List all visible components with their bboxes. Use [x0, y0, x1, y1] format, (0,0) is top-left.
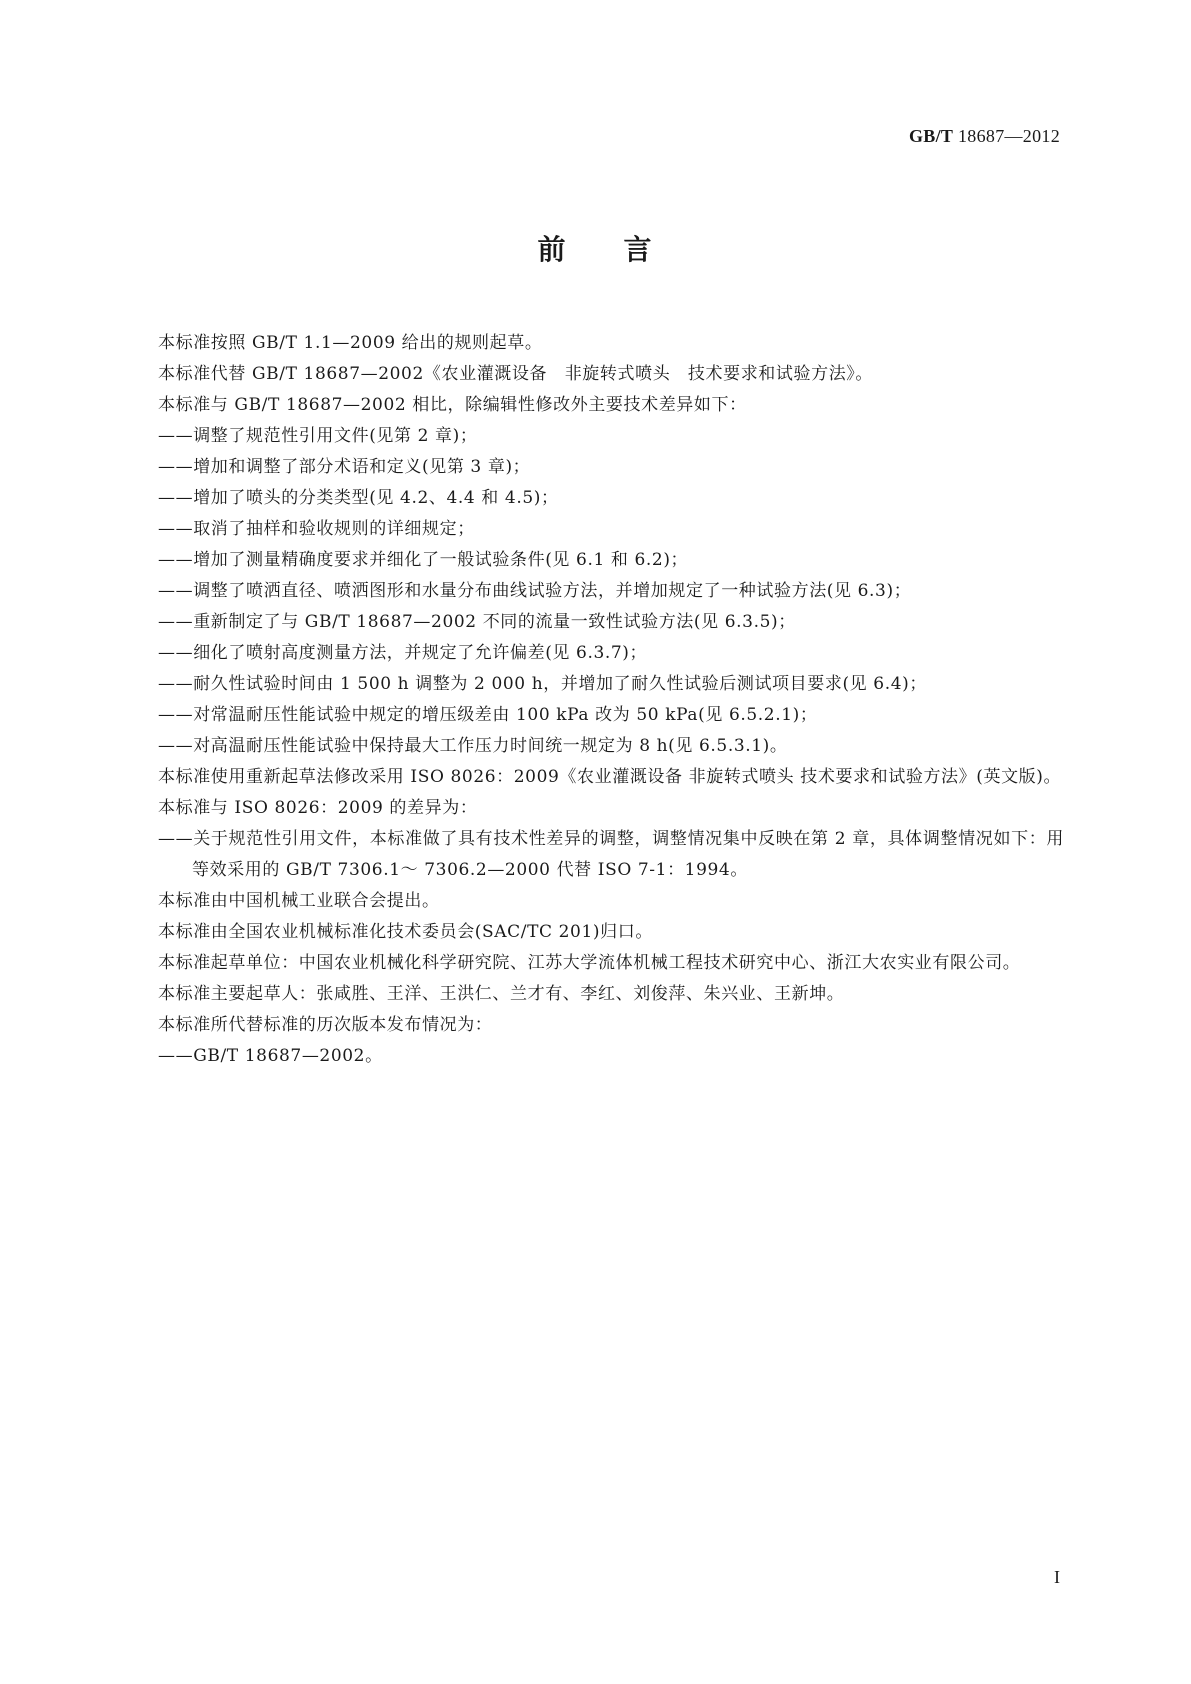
list-item: ——增加和调整了部分术语和定义(见第 3 章)； — [158, 457, 531, 477]
paragraph-drafters: 本标准主要起草人：张咸胜、王洋、王洪仁、兰才有、李红、刘俊萍、朱兴业、王新坤。 — [158, 984, 845, 1004]
paragraph-drafting-rules: 本标准按照 GB/T 1.1—2009 给出的规则起草。 — [158, 333, 543, 353]
list-item: ——调整了喷洒直径、喷洒图形和水量分布曲线试验方法，并增加规定了一种试验方法(见 6.3)； — [158, 581, 912, 601]
list-item: ——对常温耐压性能试验中规定的增压级差由 100 kPa 改为 50 kPa(见 6.5.2.1)； — [158, 705, 818, 725]
page-title — [0, 228, 1191, 268]
list-item: ——调整了规范性引用文件(见第 2 章)； — [158, 426, 478, 446]
list-item: ——增加了测量精确度要求并细化了一般试验条件(见 6.1 和 6.2)； — [158, 550, 689, 570]
title-char-2: 言 — [623, 233, 654, 266]
list-item: ——耐久性试验时间由 1 500 h 调整为 2 000 h，并增加了耐久性试验后测试项目要求(见 6.4)； — [158, 674, 927, 694]
paragraph-previous-editions: 本标准所代替标准的历次版本发布情况为： — [158, 1015, 493, 1035]
list-item: ——GB/T 18687—2002。 — [158, 1046, 383, 1066]
list-item: ——对高温耐压性能试验中保持最大工作压力时间统一规定为 8 h(见 6.5.3.1)。 — [158, 736, 788, 756]
page-number: I — [1054, 1567, 1060, 1587]
paragraph-under-jurisdiction: 本标准由全国农业机械标准化技术委员会(SAC/TC 201)归口。 — [158, 922, 653, 942]
standard-code — [909, 126, 1060, 147]
list-item: ——关于规范性引用文件，本标准做了具有技术性差异的调整，调整情况集中反映在第 2 章，具体调整情况如下：用等效采用的 GB/T 7306.1～ 7306.2—2000 代替 ISO 7-1：1994。 — [158, 829, 1064, 880]
paragraph-proposed-by: 本标准由中国机械工业联合会提出。 — [158, 891, 440, 911]
paragraph-drafting-units: 本标准起草单位：中国农业机械化科学研究院、江苏大学流体机械工程技术研究中心、浙江大农实业有限公司。 — [158, 953, 1021, 973]
list-item: ——取消了抽样和验收规则的详细规定； — [158, 519, 475, 539]
title-char-1: 前 — [537, 233, 568, 266]
list-item: ——细化了喷射高度测量方法，并规定了允许偏差(见 6.3.7)； — [158, 643, 648, 663]
standard-number: 18687—2012 — [958, 126, 1060, 146]
list-item: ——重新制定了与 GB/T 18687—2002 不同的流量一致性试验方法(见 6.3.5)； — [158, 612, 796, 632]
paragraph-replaces: 本标准代替 GB/T 18687—2002《农业灌溉设备 非旋转式喷头 技术要求和试验方法》。 — [158, 364, 873, 384]
paragraph-iso-differences: 本标准与 ISO 8026：2009 的差异为： — [158, 798, 478, 818]
paragraph-differences-intro: 本标准与 GB/T 18687—2002 相比，除编辑性修改外主要技术差异如下： — [158, 395, 747, 415]
paragraph-iso-adoption: 本标准使用重新起草法修改采用 ISO 8026：2009《农业灌溉设备 非旋转式喷头 技术要求和试验方法》(英文版)。 — [158, 767, 1062, 787]
foreword-body — [124, 328, 1064, 1072]
list-item: ——增加了喷头的分类类型(见 4.2、4.4 和 4.5)； — [158, 488, 559, 508]
standard-prefix: GB/T — [908, 126, 954, 146]
